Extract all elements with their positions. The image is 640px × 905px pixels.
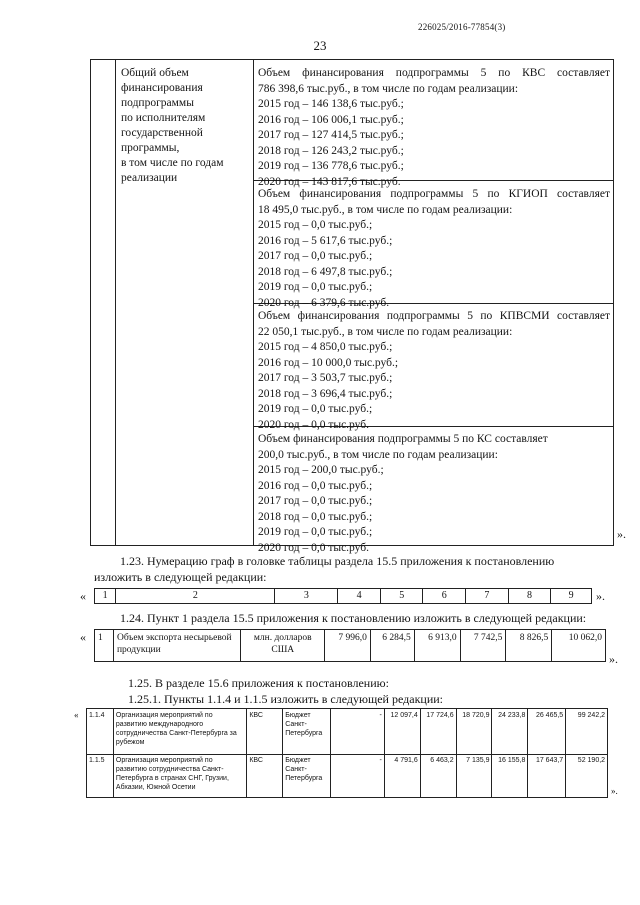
label-line: программы, — [121, 142, 180, 154]
block-line: Объем финансирования подпрограммы 5 по КГИОП составляет — [258, 188, 610, 200]
document-id: 226025/2016-77854(3) — [418, 22, 506, 32]
paragraph-1-25-1: 1.25.1. Пункты 1.1.4 и 1.1.5 изложить в следующей редакции: — [128, 692, 444, 706]
export-row-table — [94, 629, 606, 662]
close-quote: ». — [596, 589, 605, 603]
block-line: 2017 год – 0,0 тыс.руб.; — [258, 250, 373, 262]
value-cell: 4 791,6 — [384, 754, 420, 798]
value-cell: 7 742,5 — [460, 630, 506, 661]
measure-name: Организация мероприятий по развитию сотрудничества Санкт-Петербурга в странах СНГ, Грузии, Абхазии, Южной Осетии — [113, 754, 246, 798]
executor: КВС — [246, 709, 282, 754]
block-line: 2017 год – 3 503,7 тыс.руб.; — [258, 372, 393, 384]
block-line: 2020 год – 143 817,6 тыс.руб. — [258, 175, 401, 188]
label-line: в том числе по годам — [121, 157, 224, 169]
column-numbering-row — [94, 588, 592, 604]
block-line: Объем финансирования подпрограммы 5 по КПВСМИ составляет — [258, 310, 610, 322]
measure-name: Организация мероприятий по развитию международного сотрудничества Санкт-Петербурга за рубежом — [113, 709, 246, 754]
value-cell: 17 643,7 — [527, 754, 565, 798]
open-quote: « — [74, 710, 79, 720]
block-line: 2016 год – 5 617,6 тыс.руб.; — [258, 234, 393, 247]
paragraph-1-25: 1.25. В разделе 15.6 приложения к постановлению: — [128, 676, 389, 690]
value-cell: 24 233,8 — [491, 709, 527, 754]
kvs-financing-block — [258, 66, 610, 190]
block-line: 2016 год – 0,0 тыс.руб.; — [258, 479, 373, 492]
block-line: 2020 год – 0,0 тыс.руб. — [258, 541, 369, 554]
value-cell: 99 242,2 — [565, 709, 607, 754]
value-cell: 12 097,4 — [384, 709, 420, 754]
unit: млн. долларов США — [240, 630, 324, 661]
page-number: 23 — [313, 38, 327, 53]
close-quote: ». — [617, 527, 626, 541]
paragraph-1-23-cont: изложить в следующей редакции: — [94, 570, 267, 584]
ks-financing-block — [258, 432, 610, 556]
value-cell: 18 720,9 — [456, 709, 492, 754]
block-line: 2016 год – 10 000,0 тыс.руб.; — [258, 356, 399, 369]
col-number: 1 — [102, 590, 108, 601]
col-number: 9 — [550, 589, 591, 603]
value-cell: 10 062,0 — [551, 630, 605, 661]
value-cell: 7 996,0 — [324, 630, 370, 661]
value-cell: 26 465,5 — [527, 709, 565, 754]
value-cell: - — [330, 754, 384, 798]
label-line: подпрограммы — [121, 97, 194, 109]
block-line: Объем финансирования подпрограммы 5 по КС составляет — [258, 433, 548, 445]
label-line: финансирования — [121, 82, 203, 94]
funding-source: Бюджет Санкт-Петербурга — [282, 709, 330, 754]
block-line: 2020 год – 0,0 тыс.руб. — [258, 418, 369, 431]
block-line: 18 495,0 тыс.руб., в том числе по годам реализации: — [258, 203, 513, 216]
financing-label-cell — [121, 66, 251, 186]
col-number: 6 — [422, 589, 465, 603]
block-line: 2015 год – 4 850,0 тыс.руб.; — [258, 341, 393, 353]
block-line: 2015 год – 146 138,6 тыс.руб.; — [258, 98, 404, 110]
label-line: по исполнителям — [121, 112, 206, 124]
paragraph-1-23: 1.23. Нумерацию граф в головке таблицы раздела 15.5 приложения к постановлению — [120, 554, 555, 568]
open-quote: « — [80, 589, 86, 603]
block-line: 200,0 тыс.руб., в том числе по годам реализации: — [258, 448, 498, 461]
value-cell: 7 135,9 — [456, 754, 492, 798]
block-line: 2018 год – 3 696,4 тыс.руб.; — [258, 387, 393, 400]
col-number: 4 — [337, 589, 380, 603]
value-cell: 6 913,0 — [414, 630, 460, 661]
block-line: 22 050,1 тыс.руб., в том числе по годам реализации: — [258, 325, 513, 338]
block-line: Объем финансирования подпрограммы 5 по КВС составляет — [258, 67, 610, 79]
value-cell: 52 190,2 — [565, 754, 607, 798]
block-line: 2017 год – 0,0 тыс.руб.; — [258, 495, 373, 507]
indicator-name: Объем экспорта несырьевой продукции — [113, 630, 240, 661]
table-row — [87, 709, 607, 754]
measures-table — [86, 708, 608, 798]
close-quote: ». — [611, 786, 618, 796]
label-line: государственной — [121, 127, 203, 139]
value-cell: 16 155,8 — [491, 754, 527, 798]
executor: КВС — [246, 754, 282, 798]
col-number: 3 — [274, 589, 337, 603]
block-line: 2019 год – 0,0 тыс.руб.; — [258, 526, 373, 538]
block-line: 2020 год – 6 379,6 тыс.руб. — [258, 296, 390, 309]
col-number: 5 — [380, 589, 423, 603]
item-number: 1.1.4 — [89, 712, 105, 719]
block-line: 2018 год – 126 243,2 тыс.руб.; — [258, 144, 404, 157]
item-number: 1.1.5 — [89, 757, 105, 764]
kpvsmi-financing-block — [258, 309, 610, 433]
table-divider — [115, 60, 116, 545]
col-number: 7 — [465, 589, 508, 603]
financing-table — [90, 59, 614, 554]
paragraph-1-24: 1.24. Пункт 1 раздела 15.5 приложения к постановлению изложить в следующей редакции: — [120, 611, 587, 625]
block-line: 2015 год – 0,0 тыс.руб.; — [258, 219, 373, 231]
block-line: 2019 год – 0,0 тыс.руб.; — [258, 403, 373, 415]
value-cell: 6 463,2 — [420, 754, 456, 798]
value-cell: - — [330, 709, 384, 754]
block-line: 2017 год – 127 414,5 тыс.руб.; — [258, 129, 404, 141]
block-line: 2016 год – 106 006,1 тыс.руб.; — [258, 113, 404, 126]
value-cell: 8 826,5 — [505, 630, 551, 661]
table-row — [87, 754, 607, 798]
col-number: 8 — [508, 589, 551, 603]
row-number: 1 — [98, 633, 103, 643]
block-line: 2019 год – 136 778,6 тыс.руб.; — [258, 160, 404, 172]
value-cell: 17 724,6 — [420, 709, 456, 754]
block-line: 2015 год – 200,0 тыс.руб.; — [258, 464, 384, 476]
block-line: 2018 год – 6 497,8 тыс.руб.; — [258, 265, 393, 278]
funding-source: Бюджет Санкт-Петербурга — [282, 754, 330, 798]
kgiop-financing-block — [258, 187, 610, 311]
label-line: Общий объем — [121, 67, 189, 79]
col-number: 2 — [115, 589, 274, 603]
block-line: 2019 год – 0,0 тыс.руб.; — [258, 281, 373, 293]
block-line: 2018 год – 0,0 тыс.руб.; — [258, 510, 373, 523]
value-cell: 6 284,5 — [370, 630, 414, 661]
block-line: 786 398,6 тыс.руб., в том числе по годам реализации: — [258, 82, 519, 95]
close-quote: ». — [609, 652, 618, 666]
open-quote: « — [80, 630, 86, 644]
label-line: реализации — [121, 172, 178, 184]
